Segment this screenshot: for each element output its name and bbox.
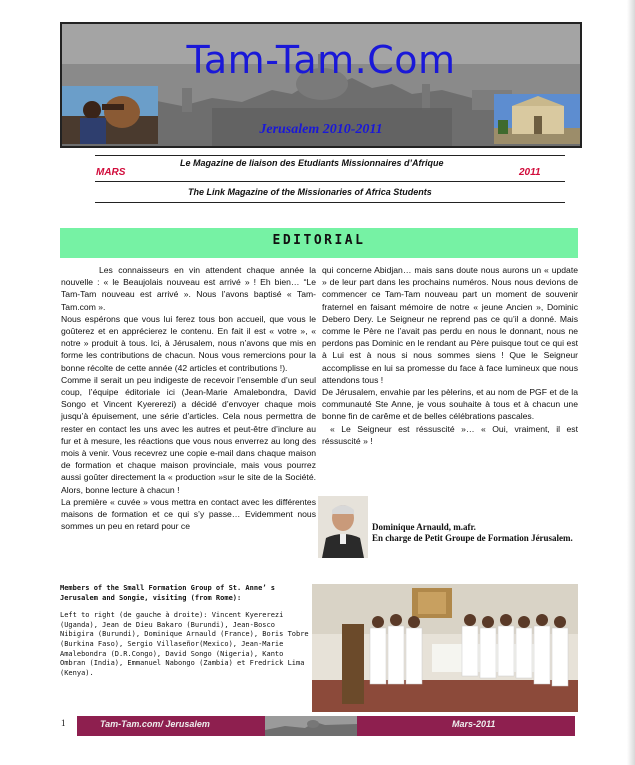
- issue-year: 2011: [519, 167, 541, 178]
- paragraph: La première « cuvée » vous mettra en contact avec les différentes maisons de formation et ce qui s’y passe… Evidemment nous sommes un peu en retard pour ce: [61, 496, 316, 532]
- header-rule-bottom: [95, 202, 565, 203]
- author-signature: [372, 522, 582, 544]
- header-rule-top: [95, 155, 565, 156]
- page-number: 1: [61, 718, 66, 728]
- caption-title: Members of the Small Formation Group of St. Anne’ s Jerusalem and Songie, visiting (from Rome):: [60, 584, 275, 602]
- footer-date: Mars-2011: [452, 719, 496, 729]
- article-column-1: [61, 264, 316, 532]
- paragraph: « Le Seigneur est réssuscité »… « Oui, vraiment, il est réssuscité » !: [322, 423, 578, 446]
- paragraph: Comme il serait un peu indigeste de recevoir l’ensemble d’un seul coup, l’équipe éditoriale ici (Jean-Marie Amalebondra, David Songo et Vincent Kyererezi) a décidé d’envoyer chaque mois jusqu’à épuisement, une série d’articles. Cela nous permettra de rester en contact les uns avec les autres et peut-être d’inclure au fur et à mesure, les réactions que vous nous enverrez au long des mois à venir. Vous recevrez une copie e-mail dans chaque maison de formation et chaque maison provinciale, mais vous pourrez aussi goûter directement la « production »sur le site de la Société. Alors, bonne lecture à chacun !: [61, 374, 316, 495]
- page-shadow: [627, 0, 635, 765]
- masthead-banner: [60, 22, 582, 148]
- paragraph: Nous espérons que vous lui ferez tous bon accueil, que vous le goûterez et en apprécierez le contenu. En fait il est « votre », « notre » produit à tous. Ici, à Jérusalem, nous n’avons que mis en forme les contributions de chacun. Nous vous remercions pour la bonne récolte de cette année (42 articles et contributions !).: [61, 313, 316, 373]
- author-role: En charge de Petit Groupe de Formation Jérusalem.: [372, 533, 573, 543]
- author-name: Dominique Arnauld, m.afr.: [372, 522, 476, 532]
- header-rule-middle: [95, 181, 565, 182]
- section-title: EDITORIAL: [60, 228, 578, 258]
- footer-skyline-image: [265, 716, 357, 736]
- magazine-subtitle: Jerusalem 2010-2011: [259, 122, 383, 137]
- author-portrait: [318, 496, 368, 558]
- caption-body: Left to right (de gauche à droite): Vincent Kyererezi (Uganda), Jean de Dieu Bakaro (Burundi), Jean-Bosco Nibigira (Burundi), Dominique Arnauld (France), Boris Tobre (Burkina Faso), Sergio Villaseñor(Mexico), Jean-Marie Amalebondra (D.R.Congo), David Songo (Nigeria), Kanto Ombran (India), Emmanuel Nabongo (Zambia) et Fredrick Lima (Kenya).: [60, 611, 309, 677]
- magazine-title: Tam-Tam.Com: [186, 38, 456, 82]
- paragraph: De Jérusalem, envahie par les pèlerins, et au nom de PGF et de la communauté Ste Anne, je vous souhaite à tous et à chacun une bonne fin de carême et de belles célébrations pascales.: [322, 387, 578, 422]
- group-photo: [312, 584, 578, 712]
- photo-caption: [60, 584, 310, 712]
- paragraph: qui concerne Abidjan… mais sans doute nous aurons un « update » de leur part dans les prochains numéros. Nous nous devions de commencer ce Tam-Tam nouveau part un moment de souvenir fraternel en faisant mémoire de notre « jeune Ancien », Dominic Debero Dery. Le Seigneur ne reprend pas ce qu’il a donné. Mais comme le Père ne l’avait pas perdu en nous le donnant, nous ne perdons pas Dominic en le rendant au Père puisque tout ce qui est à Lui est à nous si nous sommes siens ! Que le Seigneur accomplisse en lui sa promesse du face à face lumineux que nous attendons tous !: [322, 265, 578, 385]
- tagline-english: The Link Magazine of the Missionaries of Africa Students: [188, 187, 432, 197]
- article-column-2: [322, 264, 578, 447]
- issue-month: MARS: [96, 167, 126, 178]
- paragraph: Les connaisseurs en vin attendent chaque année la nouvelle : « le Beaujolais nouveau est arrivé » ! Eh bien… “Le Tam-Tam nouveau est arrivé ». Nous l’avons baptisé « Tam-Tam.com ».: [61, 265, 316, 312]
- tagline-french: Le Magazine de liaison des Etudiants Missionnaires d’Afrique: [180, 158, 444, 168]
- footer-publication: Tam-Tam.com/ Jerusalem: [100, 719, 210, 729]
